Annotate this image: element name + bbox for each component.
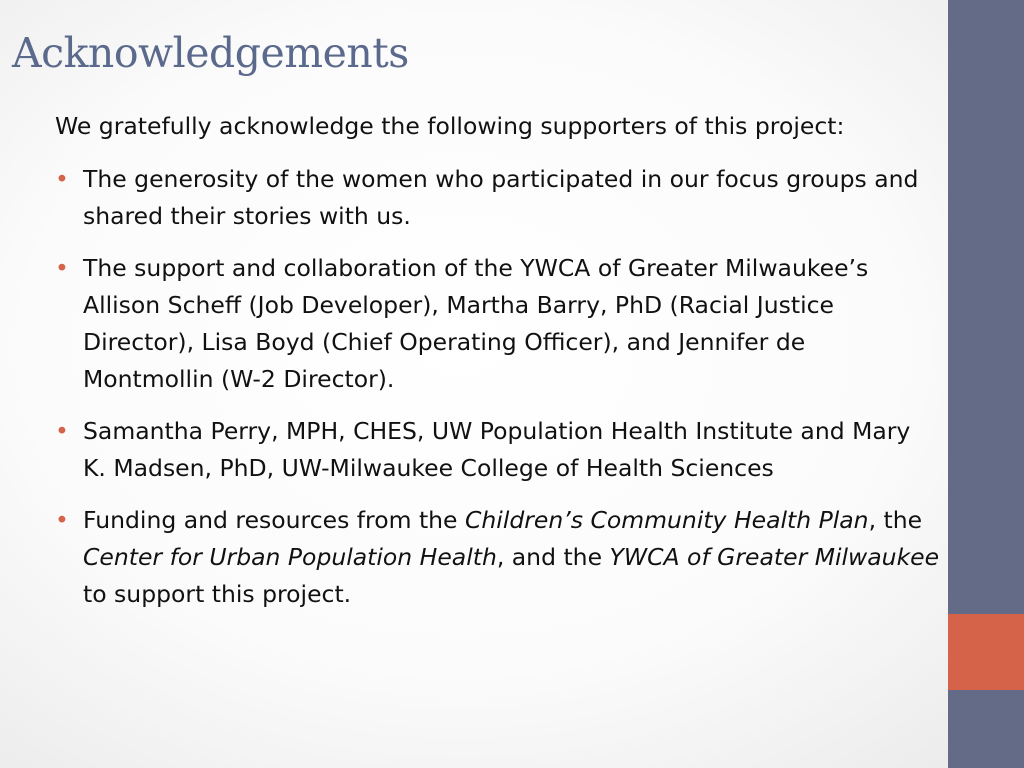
slide-title: Acknowledgements — [12, 29, 409, 77]
bullet-text-part: , the — [868, 506, 923, 534]
org-name-childrens-health-plan: Children’s Community Health Plan — [464, 506, 869, 534]
org-name-center-urban-population-health: Center for Urban Population Health — [83, 543, 497, 571]
bullet-text-part: , and the — [496, 543, 610, 571]
bullet-item-researchers — [55, 413, 940, 487]
bullet-item-participants — [55, 161, 940, 235]
bullet-icon: • — [55, 254, 69, 282]
bullet-icon: • — [55, 506, 69, 534]
org-name-ywca-greater-milwaukee: YWCA of Greater Milwaukee — [609, 543, 940, 571]
intro-text: We gratefully acknowledge the following supporters of this project: — [55, 112, 845, 140]
bullet-list — [55, 161, 940, 613]
bullet-item-funding — [55, 502, 940, 613]
bullet-text-part: Funding and resources from the — [83, 506, 465, 534]
bullet-icon: • — [55, 165, 69, 193]
bullet-text-part: to support this project. — [83, 580, 352, 608]
bullet-icon: • — [55, 417, 69, 445]
slide-content — [55, 108, 940, 628]
bullet-text: The support and collaboration of the YWCA of Greater Milwaukee’s Allison Scheff (Job Developer), Martha Barry, PhD (Racial Justice Director), Lisa Boyd (Chief Operating Officer), and Jennifer de Montmollin (W-2 Director). — [83, 254, 869, 393]
bullet-text: Samantha Perry, MPH, CHES, UW Population Health Institute and Mary K. Madsen, PhD, UW-Milwaukee College of Health Sciences — [83, 417, 911, 482]
bullet-item-ywca-staff — [55, 250, 940, 398]
bullet-text: The generosity of the women who participated in our focus groups and shared their stories with us. — [83, 165, 919, 230]
side-accent-block — [948, 614, 1024, 690]
